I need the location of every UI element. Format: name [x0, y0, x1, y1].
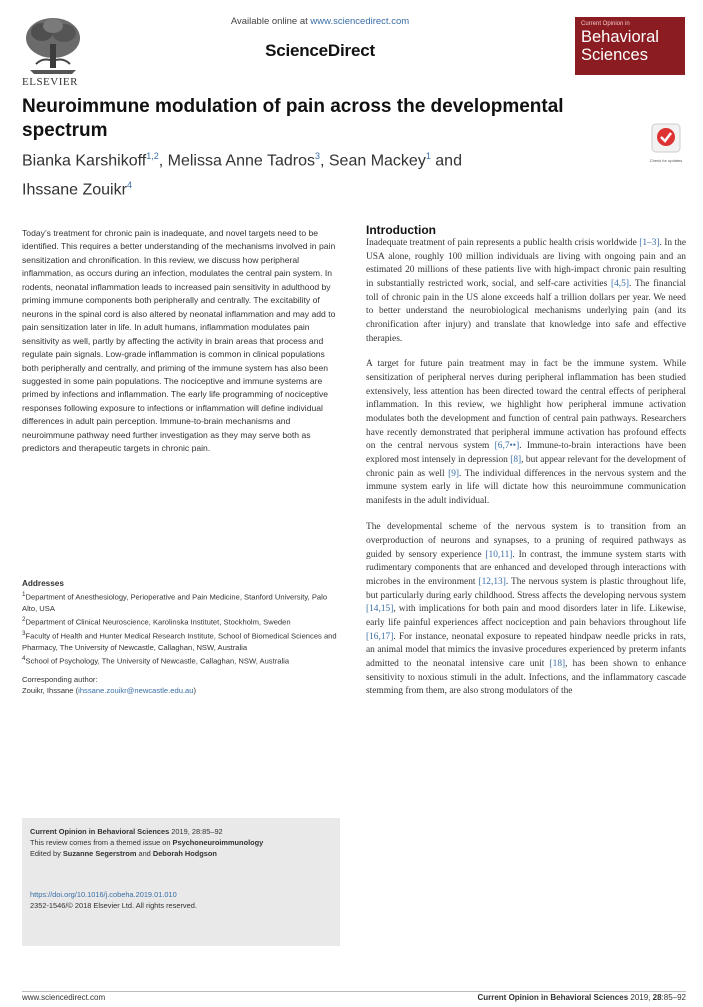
- author-name: Ihssane Zouikr: [22, 181, 127, 199]
- article-title: Neuroimmune modulation of pain across the developmental spectrum: [22, 96, 564, 141]
- author-affiliation-ref[interactable]: 1: [425, 151, 431, 161]
- citation-details: 2019, 28:85–92: [169, 827, 223, 836]
- body-text: . The nervous system is plastic throughout life, but particularly during early childhood. Stress affects the developing nervous system: [366, 577, 686, 601]
- body-text: . For instance, neonatal exposure to repeated hindpaw needle pricks in rats, an animal model that mimics the invasive procedures experienced by preterm infants admitted to the neonatal intensive care unit: [366, 631, 686, 670]
- theme-line: [30, 837, 332, 848]
- copyright-line: 2352-1546/© 2018 Elsevier Ltd. All rights reserved.: [30, 901, 197, 910]
- affiliation-number: 1: [22, 591, 26, 599]
- affiliation-text: Department of Clinical Neuroscience, Karolinska Institutet, Stockholm, Sweden: [25, 617, 291, 627]
- reference-link[interactable]: [14,15]: [366, 604, 394, 615]
- crossmark-icon: [651, 123, 681, 153]
- editor-name: Suzanne Segerstrom: [62, 849, 137, 858]
- footer-pages: :85–92: [661, 993, 686, 1002]
- body-text: , with implications for both pain and mood disorders later in life. Likewise, early life painful experiences affect nociception and pain behaviors throughout life: [366, 604, 686, 629]
- available-prefix: Available online at: [230, 16, 311, 27]
- body-text: . Immune-to-brain interactions have been explored most intensely in depression: [366, 441, 687, 465]
- article-info-box: [22, 818, 340, 946]
- body-text: . In the USA alone, roughly 100 million individuals are living with ongoing pain and an estimated 20 millions of these patients live with high-impact chronic pain resulting in substantially restricted work, social, and self-care activities: [366, 238, 687, 289]
- affiliation-number: 4: [22, 654, 26, 662]
- author-name: Sean Mackey: [328, 152, 426, 170]
- footer-volume: 28: [652, 993, 662, 1002]
- affiliation-item: [22, 589, 340, 614]
- author-separator: ,: [319, 152, 329, 170]
- journal-badge-name: Behavioral Sciences: [581, 28, 659, 64]
- footer-site-link[interactable]: www.sciencedirect.com: [22, 993, 106, 1002]
- introduction-heading: Introduction: [366, 223, 436, 237]
- corresponding-close: ): [193, 685, 197, 695]
- editors-line: [30, 848, 332, 859]
- addresses-section: [22, 578, 340, 696]
- reference-link[interactable]: [4,5]: [611, 278, 629, 289]
- body-paragraph: [366, 521, 686, 699]
- journal-badge-small: Current Opinion in: [581, 21, 630, 27]
- reference-link[interactable]: [18]: [549, 659, 566, 670]
- citation-journal: Current Opinion in Behavioral Sciences: [30, 827, 170, 836]
- body-text: , but appear relevant for the development of chronic pain as well: [366, 454, 686, 479]
- reference-link[interactable]: [8]: [510, 454, 522, 465]
- body-text: A target for future pain treatment may in fact be the immune system. While sensitization of peripheral nerves during peripheral inflammation has been studied extensively, less attention has been directed toward the central effects of peripheral inflammation. In this review, we highlight how peripheral immune activation modulates both the development and function of central pain pathways. Researchers have recently demonstrated that peripheral immune activation has profound effects on the central nervous system: [366, 359, 686, 452]
- affiliation-item: [22, 614, 340, 628]
- crossmark-label: Check for updates: [649, 158, 683, 163]
- publisher-wordmark: ELSEVIER: [22, 76, 78, 88]
- body-column: [366, 237, 686, 712]
- reference-link[interactable]: [12,13]: [478, 577, 506, 588]
- crossmark-button[interactable]: [648, 123, 684, 163]
- body-paragraph: [366, 237, 686, 346]
- body-text: Inadequate treatment of pain represents a public health crisis worldwide: [366, 238, 640, 248]
- footer-year: 2019,: [628, 993, 653, 1002]
- body-text: The developmental scheme of the nervous system is to transition from an overproduction of neurons and synapses, to a pruning of required pathways as guided by sensory experience: [366, 522, 686, 560]
- reference-link[interactable]: [16,17]: [366, 631, 394, 642]
- journal-badge: [575, 17, 685, 75]
- reference-link[interactable]: [10,11]: [485, 549, 513, 560]
- affiliation-number: 3: [22, 629, 26, 637]
- footer-divider: [22, 991, 686, 992]
- author-affiliation-ref[interactable]: 4: [126, 180, 132, 191]
- citation-line: [30, 826, 332, 837]
- footer-citation: [420, 993, 686, 1002]
- affiliation-item: [22, 653, 340, 667]
- site-name: ScienceDirect: [265, 41, 375, 60]
- editor-name: Deborah Hodgson: [152, 849, 217, 858]
- reference-link[interactable]: [9]: [448, 468, 460, 479]
- body-text: . The financial toll of chronic pain in the US alone exceeds half a trillion dollars per year. We need to better understand the neurobiological mechanisms underlying pain (and its chronification after injury) and translate that knowledge into safe and effective therapies.: [366, 278, 687, 344]
- body-text: . The individual differences in the nervous system and the immune system early in life will dictate how this neuroimmune communication manifests in the adult individual.: [366, 468, 687, 506]
- author-name: Melissa Anne Tadros: [167, 152, 315, 170]
- edited-prefix: Edited by: [30, 849, 63, 858]
- author-name: Bianka Karshikoff: [22, 152, 147, 170]
- author-separator: ,: [158, 152, 168, 170]
- reference-link[interactable]: [1–3]: [639, 238, 660, 248]
- affiliation-text: School of Psychology, The University of Newcastle, Callaghan, NSW, Australia: [25, 656, 290, 666]
- affiliation-item: [22, 628, 340, 653]
- body-paragraph: [366, 358, 686, 508]
- author-separator: and: [430, 152, 462, 170]
- footer-journal: Current Opinion in Behavioral Sciences: [477, 993, 629, 1002]
- addresses-heading: Addresses: [22, 579, 64, 588]
- body-text: , has been shown to enhance sensitivity to noxious stimuli in the adult. Infections, and the inflammatory cascade stemming from them, are also strong modulators of the: [366, 659, 686, 697]
- body-text: . In contrast, the immune system starts with rudimentary components that are enhanced and developed through interactions with microbes in the environment: [366, 549, 686, 588]
- affiliation-text: Department of Anesthesiology, Perioperative and Pain Medicine, Stanford University, Palo Alto, USA: [22, 592, 328, 613]
- theme-prefix: This review comes from a themed issue on: [30, 838, 173, 847]
- affiliation-text: Faculty of Health and Hunter Medical Research Institute, School of Biomedical Sciences and Pharmacy, The University of Newcastle, Callaghan, NSW, Australia: [22, 631, 337, 652]
- edited-and: and: [136, 849, 153, 858]
- author-affiliation-ref[interactable]: 3: [314, 151, 320, 161]
- corresponding-author: [22, 674, 340, 696]
- author-affiliation-ref[interactable]: 1,2: [146, 151, 159, 161]
- author-list: [22, 144, 642, 203]
- abstract-text: Today’s treatment for chronic pain is inadequate, and novel targets need to be identified. This requires a better understanding of the mechanisms involved in pain sensitization and chronification. In this review, we discuss how peripheral inflammation, as occurs during an infection, modulates the central pain system. In rodents, neonatal inflammation leads to increased pain sensitivity in adulthood by priming immune components both peripherally and centrally. The excitability of neurons in the spinal cord is also altered by neonatal inflammation and may add to pain sensitization later in life. In adult humans, inflammation modulates pain sensitivity as well, partly by affecting the activity in brain areas that process and regulate pain signals. Low-grade inflammation is common in clinical populations both peripherally and centrally, and priming of the immune system has also been suggested in some pain populations. The nociceptive and immune systems are primed by infections and inflammation. The early life programming of nociceptive responses following exposure to infections or inflammation will define individual differences in adult pain perception. Immune-to-brain mechanisms and neuroimmune pathway need further investigation as they may serve both as predictors and therapeutic targets in chronic pain.: [22, 228, 336, 454]
- sciencedirect-link[interactable]: www.sciencedirect.com: [310, 16, 410, 27]
- affiliation-number: 2: [22, 616, 26, 624]
- reference-link[interactable]: [6,7••]: [494, 441, 520, 452]
- corresponding-label: Corresponding author:: [22, 674, 98, 684]
- corresponding-email-link[interactable]: ihssane.zouikr@newcastle.edu.au: [78, 685, 194, 695]
- corresponding-name: Zouikr, Ihssane (: [22, 685, 79, 695]
- theme-name: Psychoneuroimmunology: [172, 838, 264, 847]
- doi-link[interactable]: https://doi.org/10.1016/j.cobeha.2019.01.010: [30, 890, 177, 899]
- availability-line: [0, 16, 640, 27]
